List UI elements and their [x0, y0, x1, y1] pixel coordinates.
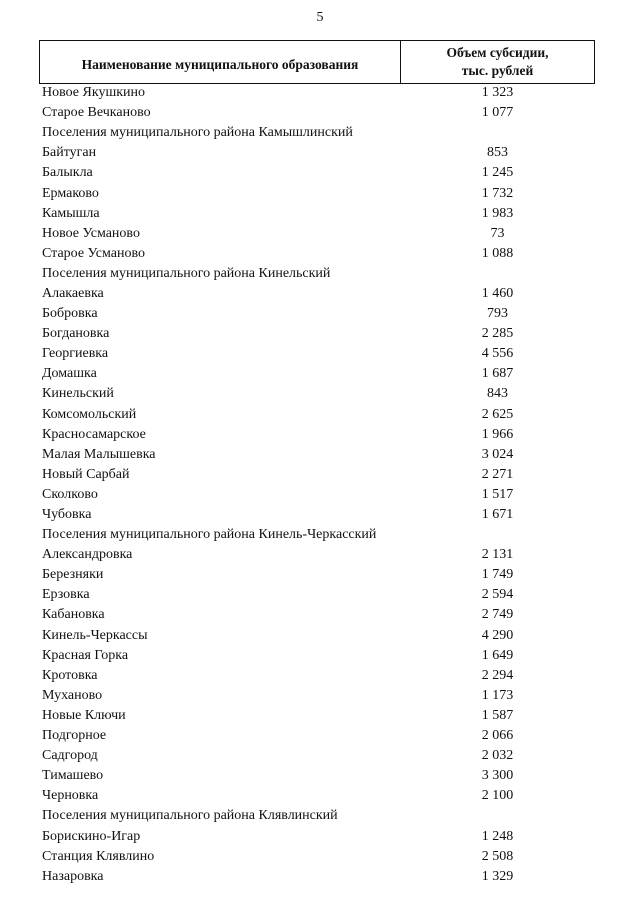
municipality-name: Георгиевка [42, 346, 109, 362]
subsidy-amount: 2 100 [481, 788, 514, 804]
group-heading-row [39, 123, 595, 143]
municipality-name: Кротовка [42, 667, 98, 683]
subsidy-amount: 1 077 [481, 105, 514, 121]
table-row [39, 364, 595, 384]
subsidy-amount: 2 131 [481, 547, 514, 563]
table-row [39, 485, 595, 505]
subsidy-amount: 853 [487, 145, 508, 161]
municipality-name: Алакаевка [42, 285, 104, 301]
group-heading-row [39, 264, 595, 284]
municipality-name: Комсомольский [42, 406, 137, 422]
table-row [39, 746, 595, 766]
subsidy-amount: 2 594 [481, 587, 514, 603]
municipality-name: Новые Ключи [42, 707, 126, 723]
table-row [39, 666, 595, 686]
table-body [39, 83, 595, 887]
municipality-name: Кинельский [42, 386, 114, 402]
municipality-name: Новый Сарбай [42, 466, 130, 482]
subsidy-amount: 2 271 [481, 466, 514, 482]
table-row [39, 565, 595, 585]
municipality-name: Сколково [42, 486, 98, 502]
municipality-name: Байтуган [42, 145, 97, 161]
subsidy-amount: 843 [487, 386, 508, 402]
subsidy-amount: 4 556 [481, 346, 514, 362]
subsidy-amount: 1 687 [481, 366, 514, 382]
column-header-amount [401, 41, 594, 83]
table-row [39, 465, 595, 485]
table-row [39, 183, 595, 203]
municipality-name: Камышла [42, 205, 100, 221]
municipality-name: Станция Клявлино [42, 848, 155, 864]
group-heading-row [39, 525, 595, 545]
table-row [39, 626, 595, 646]
municipality-name: Красная Горка [42, 647, 129, 663]
page-number: 5 [316, 10, 324, 25]
municipality-name: Старое Усманово [42, 245, 145, 261]
group-heading-row [39, 806, 595, 826]
municipality-name: Тимашево [42, 768, 104, 784]
municipality-name: Березняки [42, 567, 104, 583]
subsidy-amount: 1 649 [481, 647, 514, 663]
municipality-name: Назаровка [42, 868, 104, 884]
subsidy-amount: 1 323 [481, 85, 514, 101]
subsidy-amount: 1 966 [481, 426, 514, 442]
subsidy-amount: 2 625 [481, 406, 514, 422]
table-row [39, 284, 595, 304]
subsidy-amount: 1 671 [481, 507, 514, 523]
table-row [39, 304, 595, 324]
table-row [39, 445, 595, 465]
subsidy-amount: 2 066 [481, 728, 514, 744]
subsidy-amount: 1 088 [481, 245, 514, 261]
table-row [39, 786, 595, 806]
table-row [39, 646, 595, 666]
subsidy-amount: 1 460 [481, 285, 514, 301]
table-row [39, 244, 595, 264]
subsidy-amount: 1 587 [481, 707, 514, 723]
municipality-name: Новое Якушкино [42, 85, 146, 101]
table-row [39, 867, 595, 887]
subsidy-amount: 1 248 [481, 828, 514, 844]
subsidy-amount: 2 294 [481, 667, 514, 683]
table-row [39, 324, 595, 344]
group-heading: Поселения муниципального района Кинель-Черкасский [42, 527, 377, 543]
table-row [39, 585, 595, 605]
subsidy-amount: 2 749 [481, 607, 514, 623]
subsidy-amount: 3 300 [481, 768, 514, 784]
municipality-name: Чубовка [42, 507, 92, 523]
table-row [39, 726, 595, 746]
municipality-name: Красносамарское [42, 426, 146, 442]
group-heading: Поселения муниципального района Клявлинский [42, 808, 338, 824]
subsidy-amount: 3 024 [481, 446, 514, 462]
municipality-name: Ермаково [42, 185, 99, 201]
table-row [39, 545, 595, 565]
table-header [39, 40, 595, 84]
municipality-name: Муханово [42, 687, 103, 703]
subsidy-amount: 1 732 [481, 185, 514, 201]
table-row [39, 505, 595, 525]
table-row [39, 605, 595, 625]
subsidy-amount: 2 032 [481, 748, 514, 764]
table-row [39, 204, 595, 224]
subsidy-amount: 2 285 [481, 326, 514, 342]
table-row [39, 344, 595, 364]
municipality-name: Домашка [42, 366, 97, 382]
column-header-amount-line1: Объем субсидии, [446, 45, 549, 60]
municipality-name: Кабановка [42, 607, 105, 623]
municipality-name: Бобровка [42, 306, 98, 322]
table-row [39, 163, 595, 183]
municipality-name: Кинель-Черкассы [42, 627, 148, 643]
subsidy-amount: 1 983 [481, 205, 514, 221]
municipality-name: Малая Малышевка [42, 446, 156, 462]
subsidy-amount: 2 508 [481, 848, 514, 864]
table-row [39, 425, 595, 445]
table-row [39, 766, 595, 786]
subsidy-amount: 1 245 [481, 165, 514, 181]
municipality-name: Подгорное [42, 728, 107, 744]
table-row [39, 847, 595, 867]
group-heading: Поселения муниципального района Камышлинский [42, 125, 353, 141]
table-row [39, 224, 595, 244]
municipality-name: Борискино-Игар [42, 828, 141, 844]
municipality-name: Садгород [42, 748, 98, 764]
municipality-name: Ерзовка [42, 587, 90, 603]
table-row [39, 706, 595, 726]
municipality-name: Новое Усманово [42, 225, 140, 241]
table-row [39, 83, 595, 103]
table-row [39, 143, 595, 163]
municipality-name: Черновка [42, 788, 99, 804]
table-row [39, 686, 595, 706]
column-header-name: Наименование муниципального образования [40, 41, 401, 83]
subsidy-amount: 73 [490, 225, 505, 241]
subsidy-amount: 1 517 [481, 486, 514, 502]
municipality-name: Старое Вечканово [42, 105, 151, 121]
subsidy-amount: 1 749 [481, 567, 514, 583]
table-row [39, 384, 595, 404]
municipality-name: Александровка [42, 547, 133, 563]
municipality-name: Богдановка [42, 326, 110, 342]
municipality-name: Балыкла [42, 165, 93, 181]
table-row [39, 405, 595, 425]
table-row [39, 826, 595, 846]
subsidy-amount: 793 [487, 306, 508, 322]
table-row [39, 103, 595, 123]
subsidy-amount: 1 173 [481, 687, 514, 703]
column-header-amount-line2: тыс. рублей [461, 63, 534, 78]
group-heading: Поселения муниципального района Кинельский [42, 265, 331, 281]
subsidy-amount: 4 290 [481, 627, 514, 643]
subsidy-amount: 1 329 [481, 868, 514, 884]
